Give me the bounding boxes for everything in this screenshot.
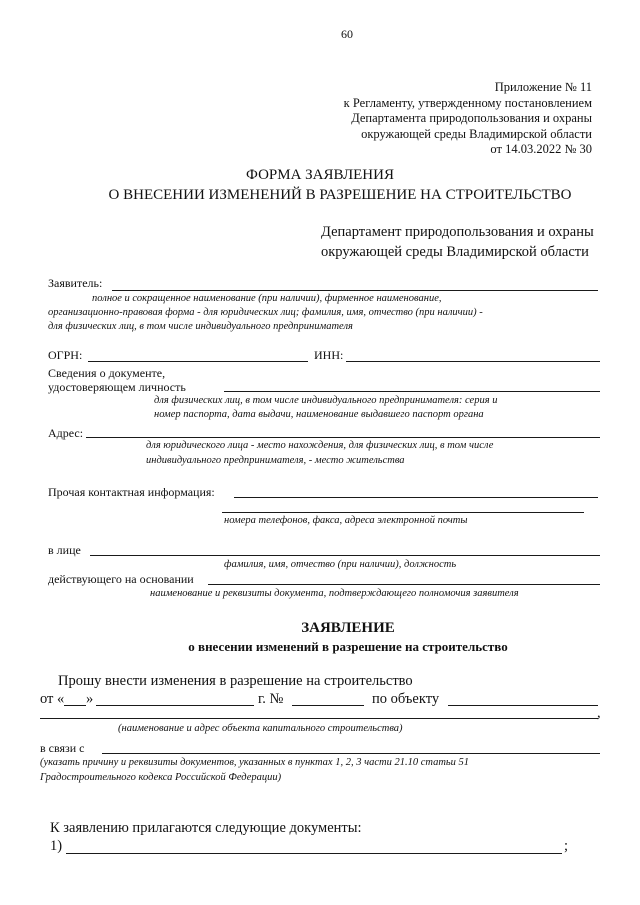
form-title bbox=[0, 165, 640, 205]
attachment-1-number: 1) bbox=[50, 838, 63, 854]
date-month-year-field[interactable] bbox=[96, 705, 254, 706]
date-prefix: от « bbox=[40, 691, 65, 707]
address-label: Адрес: bbox=[48, 426, 84, 440]
attachment-1-field[interactable] bbox=[66, 853, 562, 854]
form-title-line1: ФОРМА ЗАЯВЛЕНИЯ bbox=[246, 167, 394, 183]
applicant-hint-3: для физических лиц, в том числе индивидуального предпринимателя bbox=[48, 321, 353, 332]
ogrn-field[interactable] bbox=[88, 361, 308, 362]
appendix-line: к Регламенту, утвержденному постановлением bbox=[343, 95, 592, 110]
identity-hint-1: для физических лиц, в том числе индивидуального предпринимателя: серия и bbox=[154, 395, 498, 406]
ogrn-label: ОГРН: bbox=[48, 348, 83, 362]
contact-field[interactable] bbox=[234, 497, 598, 498]
statement-title: ЗАЯВЛЕНИЕ bbox=[301, 620, 395, 636]
year-number-label: г. № bbox=[258, 691, 284, 707]
object-field[interactable] bbox=[448, 705, 598, 706]
applicant-field[interactable] bbox=[112, 290, 598, 291]
due-hint-2: Градостроительного кодекса Российской Федерации) bbox=[40, 772, 282, 783]
contact-hint: номера телефонов, факса, адреса электронной почты bbox=[224, 515, 468, 526]
basis-label: действующего на основании bbox=[48, 572, 194, 586]
inn-field[interactable] bbox=[346, 361, 600, 362]
permit-number-field[interactable] bbox=[292, 705, 364, 706]
addressee bbox=[321, 222, 594, 262]
object-trailing-comma: , bbox=[597, 705, 601, 721]
appendix-line: окружающей среды Владимирской области bbox=[361, 126, 592, 141]
appendix-block bbox=[344, 80, 592, 158]
attachments-intro: К заявлению прилагаются следующие документы: bbox=[50, 820, 362, 836]
address-hint-1: для юридического лица - место нахождения, для физических лиц, в том числе bbox=[146, 440, 494, 451]
object-field-2[interactable] bbox=[40, 718, 598, 719]
applicant-label: Заявитель: bbox=[48, 276, 103, 290]
basis-field[interactable] bbox=[208, 584, 600, 585]
addressee-line1: Департамент природопользования и охраны bbox=[321, 224, 594, 240]
person-label: в лице bbox=[48, 543, 81, 557]
form-title-line2: О ВНЕСЕНИИ ИЗМЕНЕНИЙ В РАЗРЕШЕНИЕ НА СТРОИТЕЛЬСТВО bbox=[108, 187, 572, 203]
object-label: по объекту bbox=[372, 691, 440, 707]
identity-label-2: удостоверяющем личность bbox=[48, 380, 186, 394]
appendix-line: Департамента природопользования и охраны bbox=[351, 111, 592, 125]
address-hint-2: индивидуального предпринимателя, - место жительства bbox=[146, 455, 405, 466]
contact-field-2[interactable] bbox=[222, 512, 584, 513]
attachment-1-end: ; bbox=[564, 838, 569, 854]
address-field[interactable] bbox=[86, 437, 600, 438]
contact-label: Прочая контактная информация: bbox=[48, 485, 215, 499]
addressee-line2: окружающей среды Владимирской области bbox=[321, 244, 589, 260]
due-label: в связи с bbox=[40, 741, 85, 755]
date-day-field[interactable] bbox=[64, 705, 86, 706]
identity-label-1: Сведения о документе, bbox=[48, 366, 166, 380]
due-hint-1: (указать причину и реквизиты документов, указанных в пунктах 1, 2, 3 части 21.10 статьи 51 bbox=[40, 757, 470, 768]
person-field[interactable] bbox=[90, 555, 600, 556]
page-number: 60 bbox=[341, 27, 353, 41]
due-field[interactable] bbox=[102, 753, 600, 754]
object-hint: (наименование и адрес объекта капитального строительства) bbox=[118, 723, 403, 734]
applicant-hint-2: организационно-правовая форма - для юридических лиц; фамилия, имя, отчество (при наличии) - bbox=[48, 307, 483, 318]
appendix-line: Приложение № 11 bbox=[494, 80, 592, 94]
basis-hint: наименование и реквизиты документа, подтверждающего полномочия заявителя bbox=[150, 588, 519, 599]
identity-field[interactable] bbox=[224, 391, 600, 392]
identity-hint-2: номер паспорта, дата выдачи, наименование выдавшего паспорт органа bbox=[154, 409, 484, 420]
person-hint: фамилия, имя, отчество (при наличии), должность bbox=[224, 559, 457, 570]
request-text: Прошу внести изменения в разрешение на строительство bbox=[58, 673, 413, 689]
appendix-line: от 14.03.2022 № 30 bbox=[490, 142, 592, 156]
applicant-hint-1: полное и сокращенное наименование (при наличии), фирменное наименование, bbox=[92, 293, 442, 304]
statement-subtitle: о внесении изменений в разрешение на строительство bbox=[188, 639, 508, 654]
inn-label: ИНН: bbox=[314, 348, 344, 362]
date-suffix: » bbox=[86, 691, 94, 707]
